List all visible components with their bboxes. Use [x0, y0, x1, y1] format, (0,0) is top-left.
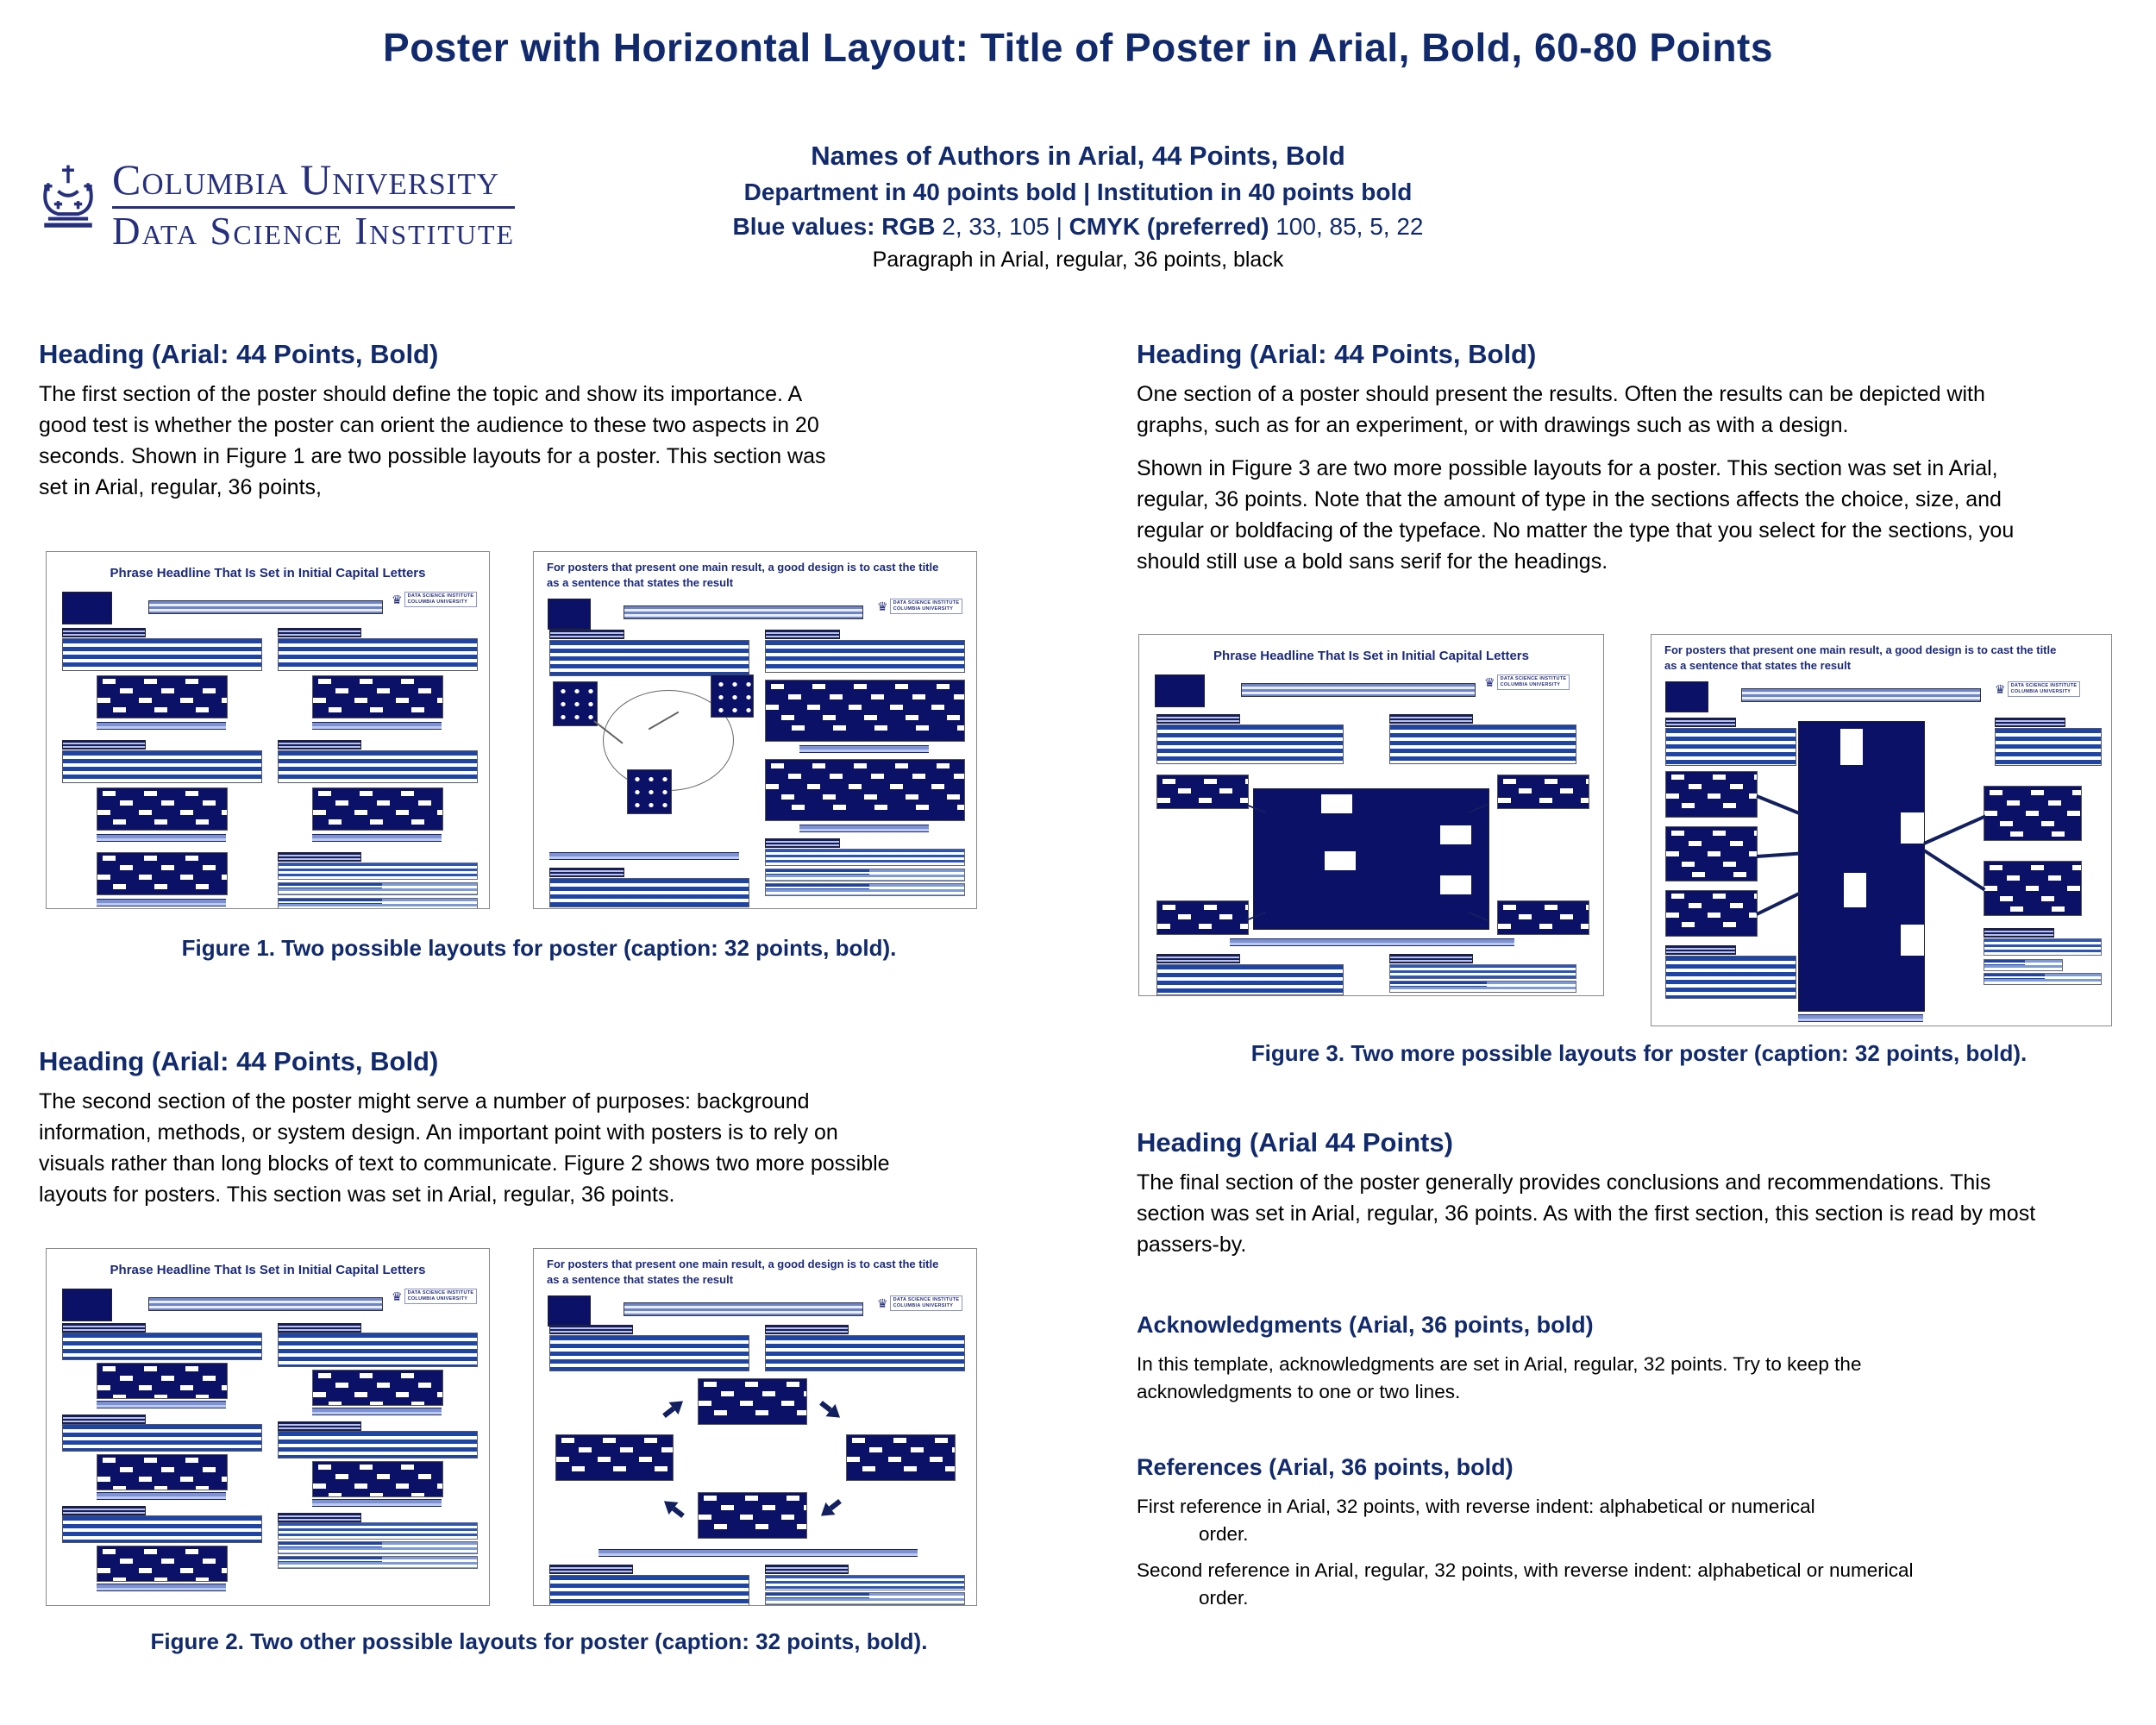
mini-crown-icon: ♛	[1484, 674, 1495, 689]
reference-1	[1137, 1493, 2137, 1548]
placeholder-logo-block	[548, 1295, 591, 1327]
section3-heading: Heading (Arial: 44 Points, Bold)	[1137, 339, 1537, 369]
blue-values-line	[733, 213, 1424, 241]
placeholder-text-lines	[1984, 938, 2102, 956]
placeholder-logo-block	[62, 1289, 112, 1321]
placeholder-image	[97, 787, 228, 831]
placeholder-heading-bar	[1389, 954, 1473, 963]
page-title: Poster with Horizontal Layout: Title of Poster in Arial, Bold, 60-80 Points	[383, 25, 1773, 70]
placeholder-caption-bar	[97, 899, 226, 906]
placeholder-caption-bar	[799, 825, 929, 832]
acknowledgments-body: In this template, acknowledgments are set in Arial, regular, 32 points. Try to keep the acknowledgments to one or two lines.	[1137, 1353, 1862, 1402]
placeholder-image	[1984, 861, 2082, 916]
placeholder-heading-bar	[765, 838, 840, 848]
placeholder-heading-bar	[765, 630, 840, 639]
placeholder-text-lines	[765, 849, 965, 866]
figure3-right-thumbnail	[1651, 634, 2112, 1026]
reference-1-indent: order.	[1199, 1523, 1249, 1545]
placeholder-heading-bar	[62, 1323, 146, 1333]
mini-crown-icon: ♛	[877, 1295, 888, 1310]
mini-crown-icon: ♛	[877, 599, 888, 613]
connector-line	[1756, 794, 1800, 815]
figure-cutout	[1440, 825, 1471, 844]
placeholder-text-lines	[765, 1592, 965, 1605]
placeholder-text-block	[765, 640, 965, 673]
blue-values-cmyk: 100, 85, 5, 22	[1269, 213, 1424, 240]
placeholder-text-block	[278, 1431, 478, 1458]
arrow-icon	[816, 1495, 844, 1521]
mini-dsi-logo	[392, 592, 477, 607]
placeholder-heading-bar	[765, 1325, 849, 1334]
placeholder-logo-block	[1155, 674, 1205, 707]
placeholder-text-lines	[1984, 959, 2063, 971]
placeholder-heading-bar	[62, 1414, 146, 1424]
placeholder-caption-bar	[1798, 1014, 1923, 1022]
placeholder-heading-bar	[1156, 714, 1240, 724]
columbia-crown-icon	[36, 157, 100, 235]
arrow-tail	[672, 1507, 685, 1518]
placeholder-text-block	[62, 1515, 262, 1543]
arrow-icon	[816, 1396, 844, 1423]
placeholder-author-bar	[1741, 688, 1981, 702]
figure1-caption: Figure 1. Two possible layouts for poster (caption: 32 points, bold).	[181, 935, 897, 961]
placeholder-image	[97, 1363, 228, 1399]
placeholder-heading-bar	[1156, 954, 1240, 963]
placeholder-caption-bar	[312, 834, 442, 842]
placeholder-heading-bar	[278, 1323, 361, 1333]
placeholder-heading-bar	[278, 740, 361, 750]
placeholder-text-block	[765, 1335, 965, 1371]
placeholder-image	[765, 759, 965, 821]
arrow-icon	[659, 1495, 687, 1521]
placeholder-caption-bar	[97, 834, 226, 842]
placeholder-logo-block	[62, 592, 112, 624]
placeholder-text-block	[62, 750, 262, 783]
department-line: Department in 40 points bold | Institution in 40 points bold	[743, 179, 1413, 205]
placeholder-text-block	[1665, 728, 1796, 766]
placeholder-main-figure	[1253, 788, 1489, 930]
mini-poster-title: For posters that present one main result, a good design is to cast the title as a sentence that states the result	[1664, 643, 2057, 672]
placeholder-heading-bar	[62, 628, 146, 637]
placeholder-caption-bar	[549, 852, 739, 860]
figure-cutout	[1325, 851, 1356, 870]
placeholder-heading-bar	[278, 1421, 361, 1431]
logo-line-university: Columbia University	[112, 157, 515, 209]
placeholder-text-lines	[278, 1522, 478, 1540]
blue-values-rgb: 2, 33, 105 |	[935, 213, 1069, 240]
placeholder-author-bar	[1241, 683, 1476, 697]
placeholder-heading-bar	[549, 1565, 633, 1574]
placeholder-text-block	[278, 1333, 478, 1367]
placeholder-logo-block	[548, 599, 591, 630]
logo-line-institute: Data Science Institute	[112, 209, 516, 253]
placeholder-text-lines	[1389, 964, 1576, 979]
placeholder-caption-bar	[312, 722, 442, 730]
figure-cutout	[1840, 729, 1863, 765]
placeholder-text-block	[549, 878, 749, 907]
placeholder-text-lines	[278, 862, 478, 880]
mini-crown-icon: ♛	[392, 592, 403, 606]
placeholder-caption-bar	[312, 1499, 442, 1507]
mini-dsi-logo	[392, 1289, 477, 1304]
mini-poster-title: Phrase Headline That Is Set in Initial Capital Letters	[110, 566, 426, 580]
mini-dsi-text: DATA SCIENCE INSTITUTE COLUMBIA UNIVERSITY	[404, 1289, 478, 1304]
placeholder-image	[846, 1434, 956, 1481]
reference-2-text: Second reference in Arial, regular, 32 points, with reverse indent: alphabetical or numerical	[1137, 1559, 1914, 1581]
placeholder-heading-bar	[1984, 928, 2054, 938]
figure-cutout	[1321, 794, 1352, 813]
placeholder-image	[1497, 775, 1589, 809]
mini-poster-title: For posters that present one main result, a good design is to cast the title as a sentence that states the result	[547, 1258, 939, 1286]
placeholder-heading-bar	[549, 868, 624, 877]
figure-cutout	[1901, 812, 1924, 844]
mini-dsi-text: DATA SCIENCE INSTITUTE COLUMBIA UNIVERSITY	[404, 592, 478, 607]
right-column	[1137, 339, 2141, 1612]
placeholder-heading-bar	[1995, 718, 2065, 727]
placeholder-text-block	[1389, 724, 1576, 764]
placeholder-image	[1497, 900, 1589, 935]
placeholder-text-lines	[765, 1575, 965, 1590]
mini-dsi-text: DATA SCIENCE INSTITUTE COLUMBIA UNIVERSITY	[890, 599, 963, 614]
placeholder-image	[97, 1546, 228, 1582]
placeholder-image-dots	[627, 769, 672, 814]
placeholder-text-lines	[1389, 981, 1576, 993]
mini-dsi-logo	[877, 1295, 962, 1311]
placeholder-image	[312, 1370, 443, 1406]
section4-body: The final section of the poster generally provides conclusions and recommendations. This section was set in Arial, regular, 36 points. As with the first section, this section is read by most passers-by.	[1137, 1170, 2036, 1257]
mini-crown-icon: ♛	[1995, 681, 2006, 696]
placeholder-text-block	[1156, 724, 1344, 764]
authors-line: Names of Authors in Arial, 44 Points, Bold	[811, 141, 1345, 171]
placeholder-heading-bar	[62, 1506, 146, 1515]
figure3-caption: Figure 3. Two more possible layouts for poster (caption: 32 points, bold).	[1250, 1040, 2028, 1066]
figure1-right-thumbnail	[533, 551, 977, 909]
placeholder-image	[765, 680, 965, 742]
section2-heading: Heading (Arial: 44 Points, Bold)	[39, 1046, 439, 1076]
figure3-left-thumbnail	[1138, 634, 1604, 996]
placeholder-text-lines	[765, 883, 965, 896]
section3-body1: One section of a poster should present the results. Often the results can be depicted with graphs, such as for an experiment, or with drawings such as with a design.	[1137, 382, 1985, 437]
placeholder-text-block	[278, 638, 478, 671]
placeholder-heading-bar	[1665, 718, 1736, 727]
placeholder-text-block	[549, 640, 749, 676]
placeholder-image	[97, 1454, 228, 1490]
placeholder-heading-bar	[62, 740, 146, 750]
figure2-right-thumbnail	[533, 1248, 977, 1606]
placeholder-caption-bar	[799, 745, 929, 753]
mini-dsi-text: DATA SCIENCE INSTITUTE COLUMBIA UNIVERSITY	[2008, 681, 2081, 697]
placeholder-text-lines	[278, 882, 478, 895]
connector-line	[1756, 892, 1801, 916]
placeholder-text-block	[1156, 964, 1344, 995]
placeholder-image-dots	[553, 681, 598, 726]
left-column	[39, 339, 1039, 1655]
placeholder-heading-bar	[765, 1565, 849, 1574]
placeholder-image-dots	[711, 674, 754, 718]
placeholder-author-bar	[148, 600, 383, 614]
placeholder-image	[312, 787, 443, 831]
blue-values-cmyk-label: CMYK (preferred)	[1069, 213, 1269, 240]
references-heading: References (Arial, 36 points, bold)	[1137, 1454, 1514, 1480]
placeholder-heading-bar	[549, 1325, 633, 1334]
placeholder-text-block	[549, 1335, 749, 1371]
mini-crown-icon: ♛	[392, 1289, 403, 1303]
section3-body2: Shown in Figure 3 are two more possible layouts for a poster. This section was set in Arial, regular, 36 points. Note that the amount of type in the sections affects the choice, size, and regular or boldfacing of the typeface. No matter the type that you select for the sections, you should still use a bold sans serif for the headings.	[1137, 456, 2015, 574]
placeholder-heading-bar	[278, 1513, 361, 1522]
placeholder-image	[1156, 775, 1249, 809]
mini-poster-title: Phrase Headline That Is Set in Initial Capital Letters	[110, 1263, 426, 1277]
placeholder-text-lines	[1984, 973, 2102, 985]
placeholder-text-block	[549, 1575, 749, 1606]
author-block	[733, 141, 1424, 273]
placeholder-text-block	[1665, 956, 1796, 999]
mini-dsi-logo	[877, 599, 962, 614]
section2-body: The second section of the poster might serve a number of purposes: background information, methods, or system design. An important point with posters is to rely on visuals rather than long blocks of text to communicate. Figure 2 shows two more possible layouts for posters. This section was set in Arial, regular, 36 points.	[39, 1089, 890, 1207]
placeholder-text-block	[278, 750, 478, 783]
placeholder-caption-bar	[599, 1549, 918, 1557]
arrow-icon	[659, 1395, 687, 1421]
placeholder-image	[1665, 890, 1758, 937]
placeholder-image	[698, 1378, 807, 1425]
mini-dsi-logo	[1484, 674, 1570, 690]
reference-2-indent: order.	[1199, 1587, 1249, 1609]
reference-1-text: First reference in Arial, 32 points, with reverse indent: alphabetical or numerical	[1137, 1496, 1815, 1517]
placeholder-caption-bar	[97, 722, 226, 730]
figure-cutout	[1844, 873, 1866, 907]
placeholder-caption-bar	[97, 1584, 226, 1591]
placeholder-image	[97, 675, 228, 718]
placeholder-image	[1665, 771, 1758, 818]
section4-heading: Heading (Arial 44 Points)	[1137, 1127, 1453, 1157]
placeholder-heading-bar	[549, 630, 624, 639]
placeholder-text-lines	[765, 869, 965, 881]
connector-line	[1757, 852, 1799, 858]
mini-dsi-logo	[1995, 681, 2080, 697]
placeholder-caption-bar	[312, 1408, 442, 1415]
figure1-left-thumbnail	[46, 551, 490, 909]
columbia-dsi-logo	[36, 157, 515, 252]
figure-cutout	[1440, 875, 1471, 894]
placeholder-caption-bar	[97, 1401, 226, 1408]
blue-values-rgb-label: Blue values: RGB	[732, 213, 936, 240]
figure-1	[39, 551, 1039, 962]
placeholder-image	[1665, 826, 1758, 881]
placeholder-text-block	[62, 1333, 262, 1360]
acknowledgments-heading: Acknowledgments (Arial, 36 points, bold)	[1137, 1312, 1594, 1338]
placeholder-text-block	[62, 638, 262, 671]
placeholder-heading-bar	[278, 628, 361, 637]
placeholder-image	[312, 675, 443, 718]
mini-dsi-text: DATA SCIENCE INSTITUTE COLUMBIA UNIVERSITY	[1497, 674, 1570, 690]
mini-poster-title: For posters that present one main result, a good design is to cast the title as a sentence that states the result	[547, 561, 939, 589]
figure2-left-thumbnail	[46, 1248, 490, 1606]
placeholder-author-bar	[148, 1297, 383, 1311]
mini-dsi-text: DATA SCIENCE INSTITUTE COLUMBIA UNIVERSITY	[890, 1295, 963, 1311]
placeholder-text-lines	[278, 1556, 478, 1569]
placeholder-author-bar	[624, 605, 863, 619]
placeholder-heading-bar	[1665, 945, 1736, 955]
placeholder-logo-block	[1665, 681, 1708, 712]
placeholder-text-block	[1995, 728, 2102, 766]
placeholder-image	[1156, 900, 1249, 935]
section1-heading: Heading (Arial: 44 Points, Bold)	[39, 339, 439, 369]
placeholder-image	[555, 1434, 674, 1481]
placeholder-caption-bar	[1230, 938, 1514, 946]
placeholder-heading-bar	[278, 852, 361, 862]
figure2-caption: Figure 2. Two other possible layouts for poster (caption: 32 points, bold).	[150, 1628, 928, 1654]
connector-line	[1923, 814, 1986, 844]
paragraph-note-line: Paragraph in Arial, regular, 36 points, black	[872, 248, 1284, 272]
figure-2	[39, 1248, 1039, 1655]
connector-line	[1923, 849, 1986, 891]
mini-poster-title: Phrase Headline That Is Set in Initial Capital Letters	[1213, 649, 1529, 663]
placeholder-text-lines	[278, 898, 478, 909]
placeholder-heading-bar	[1389, 714, 1473, 724]
placeholder-image	[698, 1492, 807, 1539]
placeholder-author-bar	[624, 1302, 863, 1316]
section1-body: The first section of the poster should define the topic and show its importance. A good test is whether the poster can orient the audience to these two aspects in 20 seconds. Shown in Figure 1 are two possible layouts for a poster. This section was set in Arial, regular, 36 points,	[39, 382, 826, 499]
placeholder-image	[97, 852, 228, 895]
placeholder-image	[312, 1461, 443, 1497]
reference-2	[1137, 1557, 2137, 1612]
figure-cutout	[1901, 925, 1924, 956]
placeholder-main-figure	[1798, 721, 1925, 1012]
placeholder-text-block	[62, 1424, 262, 1452]
placeholder-image	[1984, 786, 2082, 841]
placeholder-text-lines	[278, 1541, 478, 1554]
placeholder-caption-bar	[97, 1492, 226, 1500]
figure-3	[1137, 634, 2141, 1067]
